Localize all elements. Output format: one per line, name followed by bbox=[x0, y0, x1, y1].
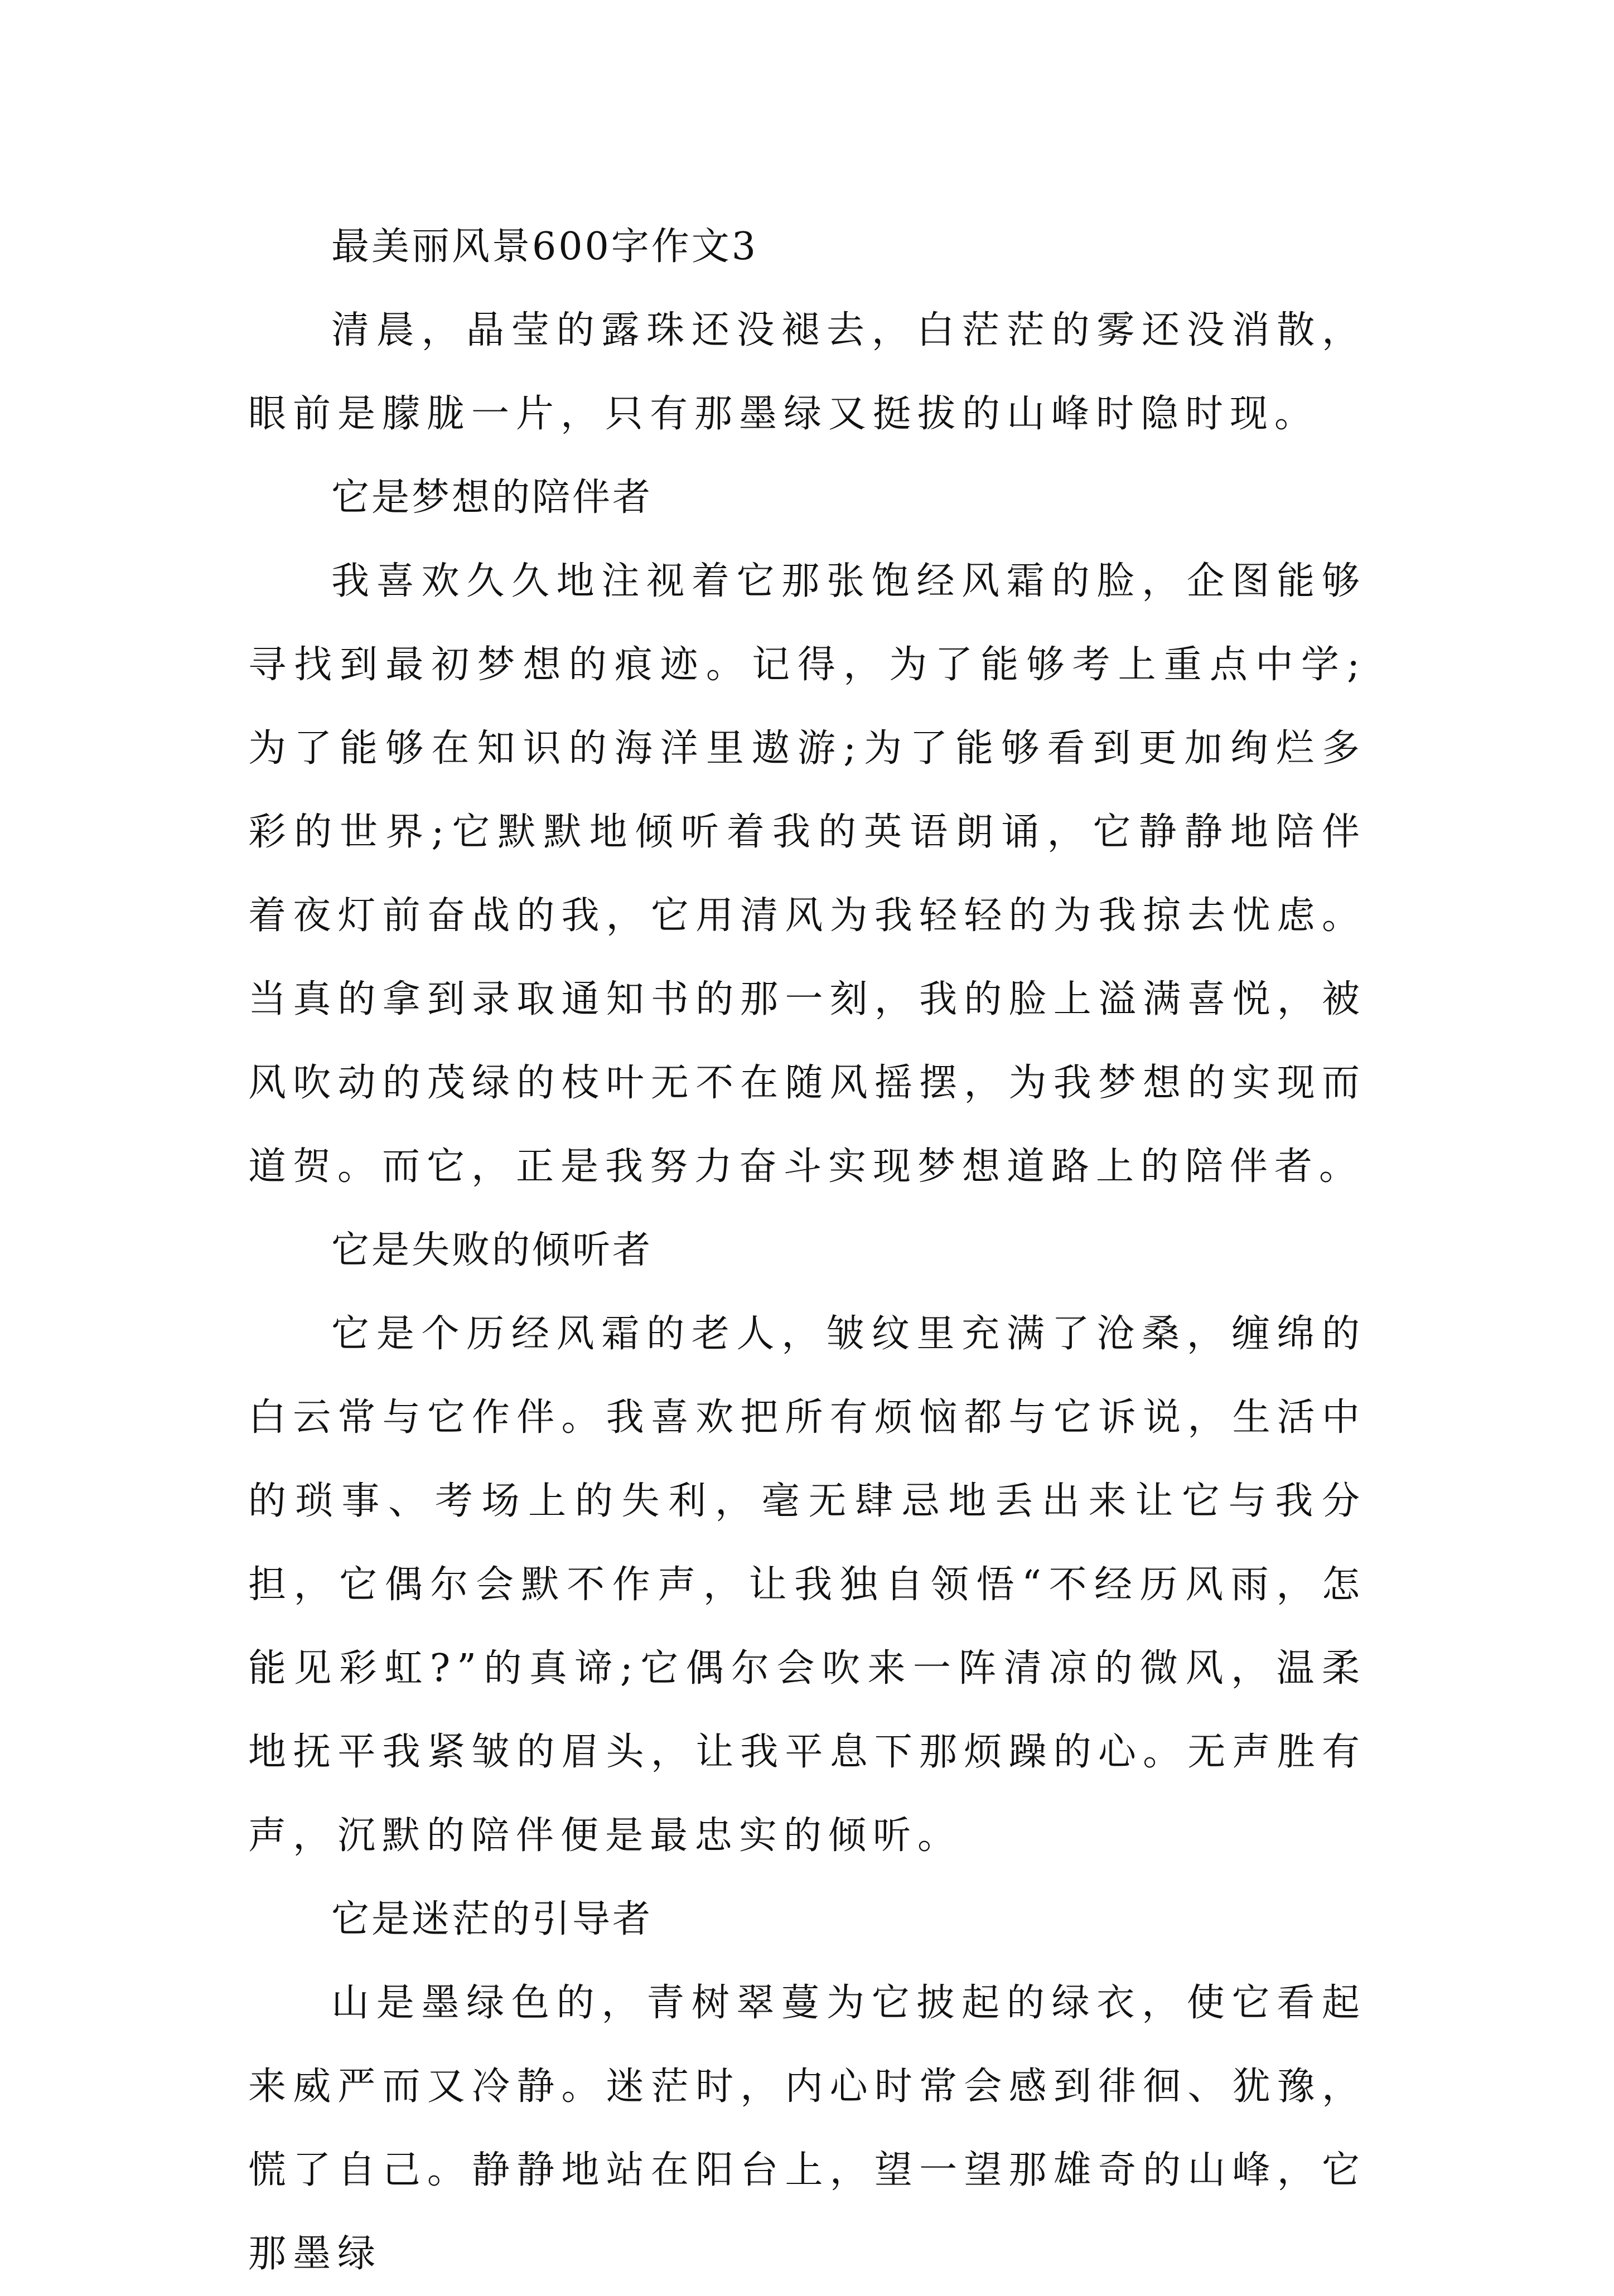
paragraph-confusion-guide: 山是墨绿色的，青树翠蔓为它披起的绿衣，使它看起来威严而又冷静。迷茫时，内心时常会感到徘徊、犹豫，慌了自己。静静地站在阳台上，望一望那雄奇的山峰，它那墨绿 bbox=[248, 1981, 1366, 2276]
paragraph-dream-companion: 我喜欢久久地注视着它那张饱经风霜的脸，企图能够寻找到最初梦想的痕迹。记得，为了能够考上重点中学;为了能够在知识的海洋里遨游;为了能够看到更加绚烂多彩的世界;它默默地倾听着我的英语朗诵，它静静地陪伴着夜灯前奋战的我，它用清风为我轻轻的为我掠去忧虑。当真的拿到录取通知书的那一刻，我的脸上溢满喜悦，被风吹动的茂绿的枝叶无不在随风摇摆，为我梦想的实现而道贺。而它，正是我努力奋斗实现梦想道路上的陪伴者。 bbox=[248, 559, 1366, 1189]
essay-title: 最美丽风景600字作文3 bbox=[331, 225, 758, 269]
section-heading-failure-listener: 它是失败的倾听者 bbox=[331, 1228, 653, 1272]
section-heading-confusion-guide: 它是迷茫的引导者 bbox=[331, 1897, 653, 1941]
section-heading-dream-companion: 它是梦想的陪伴者 bbox=[331, 476, 653, 520]
paragraph-failure-listener: 它是个历经风霜的老人，皱纹里充满了沧桑，缠绵的白云常与它作伴。我喜欢把所有烦恼都与它诉说，生活中的琐事、考场上的失利，毫无肆忌地丢出来让它与我分担，它偶尔会默不作声，让我独自领悟“不经历风雨，怎能见彩虹?”的真谛;它偶尔会吹来一阵清凉的微风，温柔地抚平我紧皱的眉头，让我平息下那烦躁的心。无声胜有声，沉默的陪伴便是最忠实的倾听。 bbox=[248, 1312, 1366, 1858]
essay-body bbox=[248, 205, 1366, 2296]
paragraph-morning-mist: 清晨，晶莹的露珠还没褪去，白茫茫的雾还没消散，眼前是朦胧一片，只有那墨绿又挺拔的山峰时隐时现。 bbox=[248, 308, 1366, 436]
